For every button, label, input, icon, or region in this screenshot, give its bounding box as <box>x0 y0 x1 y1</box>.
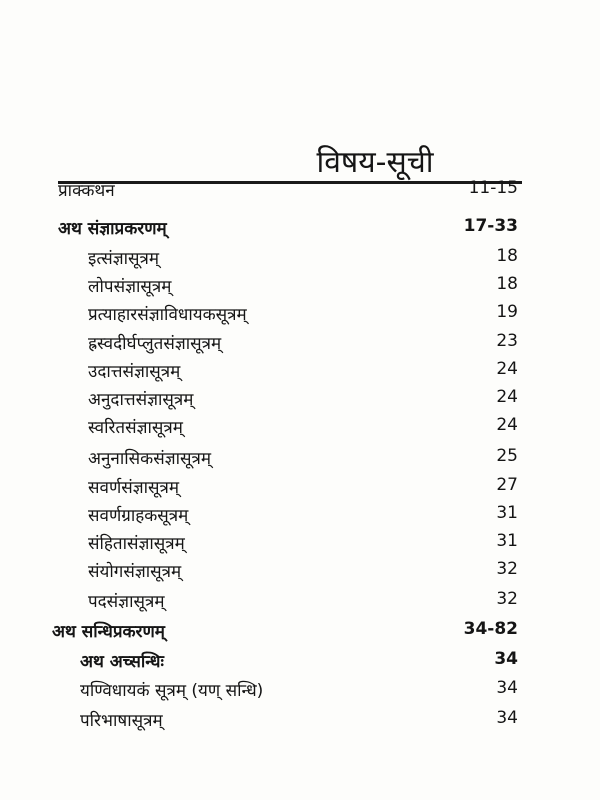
toc-entry <box>0 531 600 559</box>
toc-entry <box>0 649 600 677</box>
toc-entry-page: 31 <box>496 503 518 523</box>
toc-entry-page: 23 <box>496 331 518 351</box>
toc-entry <box>0 331 600 359</box>
toc-entry <box>0 302 600 330</box>
toc-entry-page: 32 <box>496 559 518 579</box>
toc-entry-page: 18 <box>496 274 518 294</box>
toc-entry-label: अथ सन्धिप्रकरणम् <box>52 622 165 642</box>
toc-entry-label: अनुनासिकसंज्ञासूत्रम् <box>88 449 212 469</box>
toc-entry <box>0 619 600 647</box>
toc-entry <box>0 178 600 206</box>
toc-entry-page: 34 <box>496 708 518 728</box>
toc-entry-label: परिभाषासूत्रम् <box>80 711 163 731</box>
toc-entry-label: सवर्णसंज्ञासूत्रम् <box>88 478 180 498</box>
toc-entry <box>0 503 600 531</box>
toc-entry-page: 25 <box>496 446 518 466</box>
toc-entry <box>0 216 600 244</box>
toc-entry <box>0 589 600 617</box>
page-title: विषय-सूची <box>316 145 434 180</box>
toc-entry-label: इत्संज्ञासूत्रम् <box>88 249 160 269</box>
toc-entry <box>0 678 600 706</box>
toc-entry-page: 19 <box>496 302 518 322</box>
toc-entry <box>0 387 600 415</box>
toc-entry-label: प्राक्कथन <box>58 181 115 201</box>
toc-entry-page: 34-82 <box>463 619 518 639</box>
toc-entry-page: 27 <box>496 475 518 495</box>
toc-entry-label: पदसंज्ञासूत्रम् <box>88 592 165 612</box>
toc-entry <box>0 446 600 474</box>
toc-entry <box>0 359 600 387</box>
toc-entry-label: उदात्तसंज्ञासूत्रम् <box>88 362 181 382</box>
toc-entry-page: 17-33 <box>463 216 518 236</box>
toc-entry-label: अथ संज्ञाप्रकरणम् <box>58 219 167 239</box>
toc-entry-page: 31 <box>496 531 518 551</box>
toc-entry-label: अथ अच्सन्धिः <box>80 652 164 672</box>
toc-entry-label: यण्विधायकं सूत्रम् (यण् सन्धि) <box>80 681 264 701</box>
toc-entry <box>0 274 600 302</box>
toc-entry-page: 24 <box>496 387 518 407</box>
toc-entry-page: 11-15 <box>468 178 518 198</box>
toc-entry <box>0 708 600 736</box>
toc-entry-label: स्वरितसंज्ञासूत्रम् <box>88 418 183 438</box>
toc-entry-label: लोपसंज्ञासूत्रम् <box>88 277 172 297</box>
toc-entry <box>0 415 600 443</box>
toc-entry-label: सवर्णग्राहकसूत्रम् <box>88 506 189 526</box>
toc-entry-label: प्रत्याहारसंज्ञाविधायकसूत्रम् <box>88 305 247 325</box>
toc-entry-page: 34 <box>494 649 518 669</box>
toc-entry <box>0 246 600 274</box>
toc-entry-label: संहितासंज्ञासूत्रम् <box>88 534 185 554</box>
toc-entry-label: ह्रस्वदीर्घप्लुतसंज्ञासूत्रम् <box>88 334 222 354</box>
toc-entry-label: अनुदात्तसंज्ञासूत्रम् <box>88 390 194 410</box>
toc-entry <box>0 559 600 587</box>
toc-entry-page: 24 <box>496 359 518 379</box>
toc-entry-page: 34 <box>496 678 518 698</box>
toc-entry-page: 32 <box>496 589 518 609</box>
toc-entry <box>0 475 600 503</box>
toc-entry-page: 24 <box>496 415 518 435</box>
toc-entry-label: संयोगसंज्ञासूत्रम् <box>88 562 182 582</box>
toc-entry-page: 18 <box>496 246 518 266</box>
